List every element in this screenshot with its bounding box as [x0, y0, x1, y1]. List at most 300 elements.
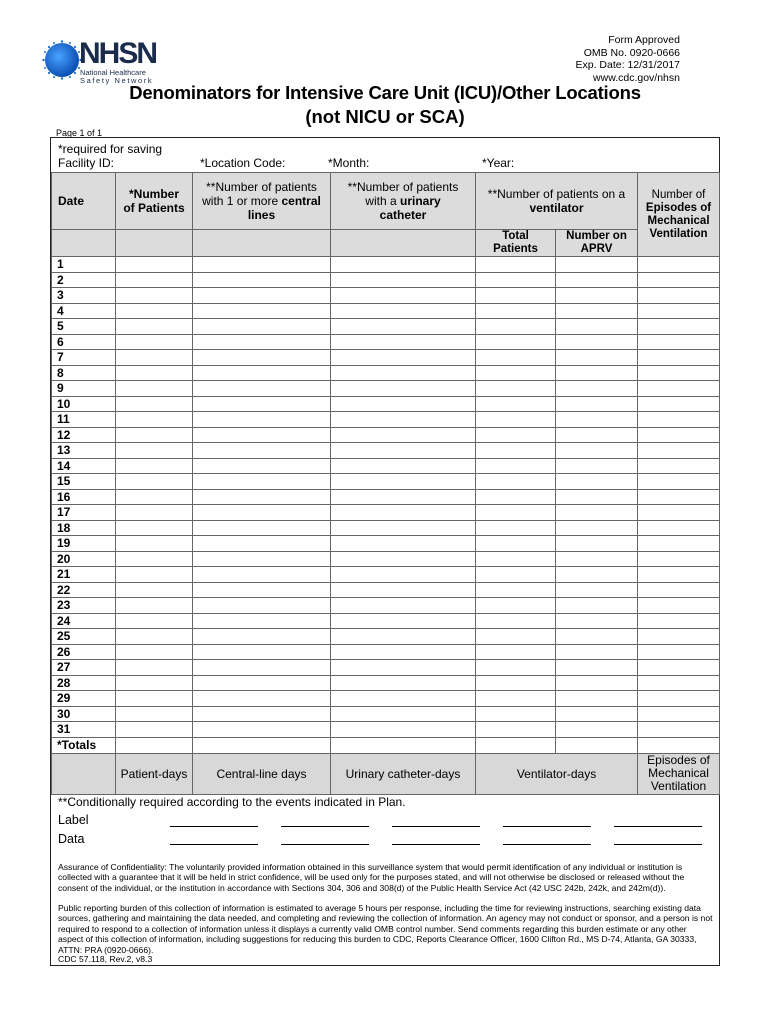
entry-cell[interactable]	[556, 381, 638, 397]
entry-cell[interactable]	[556, 272, 638, 288]
entry-cell[interactable]	[193, 257, 331, 273]
entry-cell[interactable]	[638, 675, 720, 691]
cell	[52, 230, 116, 257]
entry-cell[interactable]	[116, 257, 193, 273]
table-row	[52, 567, 720, 583]
entry-cell[interactable]	[116, 613, 193, 629]
entry-cell[interactable]	[116, 520, 193, 536]
header-text: with a	[365, 194, 397, 208]
entry-cell[interactable]	[331, 644, 476, 660]
entry-cell[interactable]	[193, 489, 331, 505]
day-number: 7	[52, 350, 116, 366]
entry-cell[interactable]	[476, 691, 556, 707]
entry-cell[interactable]	[476, 319, 556, 335]
header-text: urinary	[400, 194, 441, 208]
day-number: 6	[52, 334, 116, 350]
entry-cell[interactable]	[638, 644, 720, 660]
entry-cell[interactable]	[193, 319, 331, 335]
day-number: 24	[52, 613, 116, 629]
entry-cell[interactable]	[638, 412, 720, 428]
entry-cell[interactable]	[331, 396, 476, 412]
entry-cell[interactable]	[556, 443, 638, 459]
entry-cell[interactable]	[556, 458, 638, 474]
entry-cell[interactable]	[331, 613, 476, 629]
day-number: 20	[52, 551, 116, 567]
entry-cell[interactable]	[193, 427, 331, 443]
entry-cell[interactable]	[476, 722, 556, 738]
entry-cell[interactable]	[638, 319, 720, 335]
entry-cell[interactable]	[476, 582, 556, 598]
entry-cell[interactable]	[331, 272, 476, 288]
cell	[116, 230, 193, 257]
header-number-of-patients	[116, 173, 193, 230]
entry-cell[interactable]	[193, 706, 331, 722]
entry-cell[interactable]	[331, 257, 476, 273]
entry-cell[interactable]	[638, 474, 720, 490]
day-number: 31	[52, 722, 116, 738]
entry-cell[interactable]	[638, 303, 720, 319]
totals-cell[interactable]	[331, 737, 476, 753]
totals-cell[interactable]	[638, 737, 720, 753]
entry-cell[interactable]	[193, 350, 331, 366]
entry-cell[interactable]	[193, 536, 331, 552]
approval-line: Exp. Date: 12/31/2017	[575, 59, 680, 71]
entry-cell[interactable]	[116, 412, 193, 428]
entry-cell[interactable]	[476, 303, 556, 319]
day-number: 26	[52, 644, 116, 660]
table-row	[52, 412, 720, 428]
entry-cell[interactable]	[556, 536, 638, 552]
entry-cell[interactable]	[556, 675, 638, 691]
table-row	[52, 458, 720, 474]
table-row	[52, 319, 720, 335]
entry-cell[interactable]	[331, 489, 476, 505]
denominator-table	[51, 172, 720, 795]
entry-cell[interactable]	[556, 505, 638, 521]
entry-cell[interactable]	[556, 598, 638, 614]
summary-ventilator-days: Ventilator-days	[476, 753, 638, 794]
summary-urinary-catheter-days: Urinary catheter-days	[331, 753, 476, 794]
globe-icon	[42, 40, 82, 80]
label-field-4[interactable]	[503, 826, 591, 827]
entry-cell[interactable]	[193, 381, 331, 397]
entry-cell[interactable]	[476, 257, 556, 273]
entry-cell[interactable]	[556, 288, 638, 304]
entry-cell[interactable]	[193, 660, 331, 676]
entry-cell[interactable]	[193, 567, 331, 583]
table-row	[52, 303, 720, 319]
entry-cell[interactable]	[331, 551, 476, 567]
entry-cell[interactable]	[638, 288, 720, 304]
entry-cell[interactable]	[638, 334, 720, 350]
entry-cell[interactable]	[476, 660, 556, 676]
entry-cell[interactable]	[193, 520, 331, 536]
label-label: Label	[58, 813, 89, 827]
entry-cell[interactable]	[116, 443, 193, 459]
entry-cell[interactable]	[556, 334, 638, 350]
label-field-1[interactable]	[170, 826, 258, 827]
entry-cell[interactable]	[476, 644, 556, 660]
entry-cell[interactable]	[476, 365, 556, 381]
totals-cell[interactable]	[556, 737, 638, 753]
entry-cell[interactable]	[193, 691, 331, 707]
header-text: **Number of patients	[347, 180, 459, 194]
header-text: Number on	[566, 230, 627, 242]
entry-cell[interactable]	[556, 582, 638, 598]
entry-cell[interactable]	[638, 722, 720, 738]
entry-cell[interactable]	[331, 365, 476, 381]
entry-cell[interactable]	[638, 505, 720, 521]
header-vent-total	[476, 230, 556, 257]
entry-cell[interactable]	[556, 706, 638, 722]
day-number: 23	[52, 598, 116, 614]
day-number: 25	[52, 629, 116, 645]
entry-cell[interactable]	[193, 303, 331, 319]
entry-cell[interactable]	[116, 272, 193, 288]
entry-cell[interactable]	[476, 350, 556, 366]
day-number: 2	[52, 272, 116, 288]
day-number: 13	[52, 443, 116, 459]
entry-cell[interactable]	[638, 567, 720, 583]
totals-row	[52, 737, 720, 753]
entry-cell[interactable]	[476, 396, 556, 412]
facility-id-label: Facility ID:	[58, 156, 115, 170]
entry-cell[interactable]	[556, 722, 638, 738]
entry-cell[interactable]	[116, 551, 193, 567]
day-number: 14	[52, 458, 116, 474]
entry-cell[interactable]	[116, 644, 193, 660]
entry-cell[interactable]	[556, 567, 638, 583]
entry-cell[interactable]	[116, 288, 193, 304]
entry-cell[interactable]	[556, 691, 638, 707]
entry-cell[interactable]	[556, 396, 638, 412]
entry-cell[interactable]	[638, 257, 720, 273]
entry-cell[interactable]	[193, 582, 331, 598]
table-row	[52, 288, 720, 304]
header-text: catheter	[379, 208, 427, 222]
confidentiality-statement: Assurance of Confidentiality: The voluntarily provided information obtained in this surveillance system that would permit identification of any individual or institution is collected with a guarantee that it will be held in strict confidence, will be used only for the purposes stated, and will not otherwise be disclosed or released without the consent of the individual, or the institution in accordance with Sections 304, 306 and 308(d) of the Public Health Service Act (42 USC 242b, 242k, and 242m(d)).	[58, 862, 685, 893]
entry-cell[interactable]	[116, 427, 193, 443]
entry-cell[interactable]	[476, 458, 556, 474]
entry-cell[interactable]	[116, 536, 193, 552]
entry-cell[interactable]	[476, 706, 556, 722]
entry-cell[interactable]	[116, 381, 193, 397]
form-code: CDC 57.118, Rev.2, v8.3	[58, 954, 153, 964]
table-row	[52, 489, 720, 505]
cell	[193, 230, 331, 257]
entry-cell[interactable]	[476, 443, 556, 459]
entry-cell[interactable]	[193, 629, 331, 645]
header-central-lines	[193, 173, 331, 230]
header-urinary-catheter	[331, 173, 476, 230]
header-text: Number of	[651, 188, 706, 201]
summary-central-line-days: Central-line days	[193, 753, 331, 794]
approval-line: www.cdc.gov/nhsn	[593, 71, 680, 84]
entry-cell[interactable]	[331, 412, 476, 428]
entry-cell[interactable]	[331, 582, 476, 598]
entry-cell[interactable]	[476, 567, 556, 583]
entry-cell[interactable]	[476, 505, 556, 521]
cell	[52, 753, 116, 794]
entry-cell[interactable]	[476, 334, 556, 350]
entry-cell[interactable]	[116, 319, 193, 335]
entry-cell[interactable]	[476, 613, 556, 629]
totals-cell[interactable]	[116, 737, 193, 753]
totals-cell[interactable]	[476, 737, 556, 753]
entry-cell[interactable]	[193, 458, 331, 474]
header-text: **Number of patients on a	[487, 187, 626, 201]
entry-cell[interactable]	[331, 427, 476, 443]
entry-cell[interactable]	[331, 474, 476, 490]
logo-title: NHSN	[79, 37, 157, 70]
entry-cell[interactable]	[116, 598, 193, 614]
entry-cell[interactable]	[638, 536, 720, 552]
entry-cell[interactable]	[116, 303, 193, 319]
entry-cell[interactable]	[556, 319, 638, 335]
label-field-2[interactable]	[281, 826, 369, 827]
entry-cell[interactable]	[556, 427, 638, 443]
entry-cell[interactable]	[476, 551, 556, 567]
entry-cell[interactable]	[331, 598, 476, 614]
entry-cell[interactable]	[638, 381, 720, 397]
entry-cell[interactable]	[638, 660, 720, 676]
entry-cell[interactable]	[116, 675, 193, 691]
entry-cell[interactable]	[116, 505, 193, 521]
totals-cell[interactable]	[193, 737, 331, 753]
entry-cell[interactable]	[331, 334, 476, 350]
entry-cell[interactable]	[116, 350, 193, 366]
entry-cell[interactable]	[193, 613, 331, 629]
entry-cell[interactable]	[638, 613, 720, 629]
entry-cell[interactable]	[638, 396, 720, 412]
label-field-5[interactable]	[614, 826, 702, 827]
header-text: *Number	[128, 187, 179, 201]
table-row	[52, 675, 720, 691]
entry-cell[interactable]	[331, 288, 476, 304]
data-field-3[interactable]	[392, 844, 480, 845]
approval-block	[576, 34, 681, 84]
day-number: 17	[52, 505, 116, 521]
summary-text: Ventilation	[650, 779, 707, 793]
burden-statement: Public reporting burden of this collection of information is estimated to average 5 hours per response, including the time for reviewing instructions, searching existing data sources, gathering and maintaining the data needed, and completing and reviewing the collection of information. An agency may not conduct or sponsor, and a person is not required to respond to a collection of information unless it displays a currently valid OMB control number. Send comments regarding this burden estimate or any other aspect of this collection of information, including suggestions for reducing this burden to CDC, Reports Clearance Officer, 1600 Clifton Rd., MS D-74, Atlanta, GA 30333, ATTN: PRA (0920-0666).	[58, 903, 713, 955]
data-label: Data	[58, 832, 85, 846]
entry-cell[interactable]	[476, 536, 556, 552]
entry-cell[interactable]	[116, 489, 193, 505]
logo-subtitle-1: National Healthcare	[80, 68, 146, 77]
entry-cell[interactable]	[556, 613, 638, 629]
entry-cell[interactable]	[193, 412, 331, 428]
table-row	[52, 613, 720, 629]
entry-cell[interactable]	[331, 722, 476, 738]
entry-cell[interactable]	[556, 474, 638, 490]
totals-label: *Totals	[52, 737, 116, 753]
entry-cell[interactable]	[331, 319, 476, 335]
entry-cell[interactable]	[116, 474, 193, 490]
entry-cell[interactable]	[638, 489, 720, 505]
entry-cell[interactable]	[331, 536, 476, 552]
entry-cell[interactable]	[638, 365, 720, 381]
entry-cell[interactable]	[476, 474, 556, 490]
conditional-note: **Conditionally required according to the events indicated in Plan.	[58, 795, 406, 809]
header-text: central	[281, 194, 321, 208]
entry-cell[interactable]	[193, 551, 331, 567]
entry-cell[interactable]	[638, 598, 720, 614]
data-field-1[interactable]	[170, 844, 258, 845]
entry-cell[interactable]	[556, 520, 638, 536]
table-subheader-row	[52, 230, 720, 257]
entry-cell[interactable]	[638, 443, 720, 459]
summary-text: Mechanical	[648, 766, 709, 780]
entry-cell[interactable]	[556, 412, 638, 428]
entry-cell[interactable]	[556, 551, 638, 567]
table-row	[52, 520, 720, 536]
table-row	[52, 443, 720, 459]
entry-cell[interactable]	[331, 660, 476, 676]
entry-cell[interactable]	[331, 350, 476, 366]
entry-cell[interactable]	[476, 629, 556, 645]
entry-cell[interactable]	[556, 257, 638, 273]
header-text: with 1 or more	[202, 194, 279, 208]
entry-cell[interactable]	[193, 396, 331, 412]
entry-cell[interactable]	[116, 334, 193, 350]
entry-cell[interactable]	[476, 381, 556, 397]
table-row	[52, 582, 720, 598]
day-number: 22	[52, 582, 116, 598]
logo-subtitle-2: Safety Network	[80, 76, 154, 85]
entry-cell[interactable]	[638, 350, 720, 366]
entry-cell[interactable]	[116, 582, 193, 598]
header-text: of Patients	[123, 201, 185, 215]
page-number: Page 1 of 1	[56, 128, 103, 138]
entry-cell[interactable]	[638, 551, 720, 567]
entry-cell[interactable]	[116, 458, 193, 474]
table-row	[52, 644, 720, 660]
day-number: 16	[52, 489, 116, 505]
entry-cell[interactable]	[476, 598, 556, 614]
entry-cell[interactable]	[556, 629, 638, 645]
entry-cell[interactable]	[476, 272, 556, 288]
entry-cell[interactable]	[556, 644, 638, 660]
entry-cell[interactable]	[193, 443, 331, 459]
entry-cell[interactable]	[331, 303, 476, 319]
day-number: 10	[52, 396, 116, 412]
entry-cell[interactable]	[556, 660, 638, 676]
header-text: Patients	[493, 243, 538, 255]
entry-cell[interactable]	[476, 675, 556, 691]
day-number: 29	[52, 691, 116, 707]
entry-cell[interactable]	[193, 474, 331, 490]
entry-cell[interactable]	[331, 706, 476, 722]
month-label: *Month:	[328, 156, 370, 170]
entry-cell[interactable]	[476, 288, 556, 304]
data-field-4[interactable]	[503, 844, 591, 845]
entry-cell[interactable]	[476, 489, 556, 505]
table-header-row	[52, 173, 720, 230]
entry-cell[interactable]	[476, 412, 556, 428]
entry-cell[interactable]	[116, 629, 193, 645]
entry-cell[interactable]	[116, 365, 193, 381]
entry-cell[interactable]	[116, 691, 193, 707]
entry-cell[interactable]	[193, 722, 331, 738]
header-text: lines	[247, 208, 276, 222]
entry-cell[interactable]	[193, 365, 331, 381]
entry-cell[interactable]	[638, 427, 720, 443]
entry-cell[interactable]	[638, 582, 720, 598]
entry-cell[interactable]	[638, 272, 720, 288]
entry-cell[interactable]	[193, 675, 331, 691]
entry-cell[interactable]	[116, 396, 193, 412]
day-number: 18	[52, 520, 116, 536]
entry-cell[interactable]	[638, 706, 720, 722]
day-number: 5	[52, 319, 116, 335]
entry-cell[interactable]	[476, 520, 556, 536]
entry-cell[interactable]	[476, 427, 556, 443]
nhsn-logo	[42, 37, 162, 85]
entry-cell[interactable]	[638, 520, 720, 536]
table-row	[52, 629, 720, 645]
entry-cell[interactable]	[556, 303, 638, 319]
entry-cell[interactable]	[556, 350, 638, 366]
entry-cell[interactable]	[331, 381, 476, 397]
location-code-label: *Location Code:	[200, 156, 286, 170]
summary-episodes	[638, 753, 720, 794]
day-number: 21	[52, 567, 116, 583]
entry-cell[interactable]	[193, 334, 331, 350]
table-row	[52, 272, 720, 288]
summary-text: Episodes of	[647, 753, 710, 767]
header-text: Mechanical	[647, 214, 710, 227]
entry-cell[interactable]	[556, 365, 638, 381]
data-field-5[interactable]	[614, 844, 702, 845]
entry-cell[interactable]	[193, 644, 331, 660]
entry-cell[interactable]	[331, 691, 476, 707]
entry-cell[interactable]	[116, 722, 193, 738]
header-text: Episodes of	[645, 201, 712, 214]
entry-cell[interactable]	[331, 443, 476, 459]
entry-cell[interactable]	[331, 520, 476, 536]
entry-cell[interactable]	[116, 706, 193, 722]
header-text: ventilator	[529, 201, 584, 215]
day-number: 11	[52, 412, 116, 428]
table-row	[52, 381, 720, 397]
cell	[331, 230, 476, 257]
header-episodes-mech-vent	[638, 173, 720, 257]
entry-cell[interactable]	[556, 489, 638, 505]
table-row	[52, 257, 720, 273]
entry-cell[interactable]	[331, 629, 476, 645]
table-row	[52, 598, 720, 614]
entry-cell[interactable]	[638, 691, 720, 707]
entry-cell[interactable]	[193, 598, 331, 614]
entry-cell[interactable]	[116, 567, 193, 583]
header-text: Ventilation	[649, 227, 708, 240]
entry-cell[interactable]	[116, 660, 193, 676]
label-field-3[interactable]	[392, 826, 480, 827]
entry-cell[interactable]	[331, 458, 476, 474]
entry-cell[interactable]	[193, 288, 331, 304]
data-field-2[interactable]	[281, 844, 369, 845]
entry-cell[interactable]	[638, 629, 720, 645]
entry-cell[interactable]	[331, 675, 476, 691]
entry-cell[interactable]	[331, 567, 476, 583]
summary-patient-days: Patient-days	[116, 753, 193, 794]
header-text: Total	[502, 230, 529, 242]
summary-row	[52, 753, 720, 794]
entry-cell[interactable]	[331, 505, 476, 521]
entry-cell[interactable]	[193, 505, 331, 521]
entry-cell[interactable]	[638, 458, 720, 474]
entry-cell[interactable]	[193, 272, 331, 288]
